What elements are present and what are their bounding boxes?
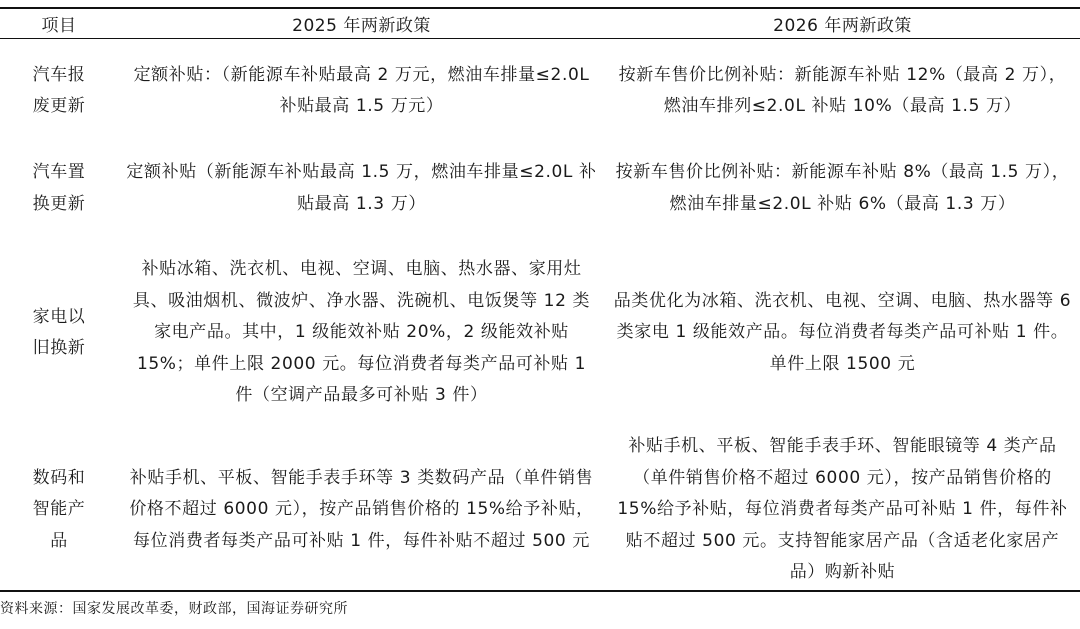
table-header-rule [0, 38, 1080, 39]
table-bottom-rule [0, 590, 1080, 592]
table-row-appliance-tradein [0, 236, 1080, 430]
row-policy-2026: 补贴手机、平板、智能手表手环、智能眼镜等 4 类产品（单件销售价格不超过 6000 元），按产品销售价格的 15%给予补贴，每位消费者每类产品可补贴 1 件，每件补贴不超过 500 元。支持智能家居产品（含适老化家居产品）购新补贴 [617, 436, 1068, 583]
row-item: 家电以旧换新 [32, 306, 86, 358]
table-row-digital-smart [0, 430, 1080, 590]
row-item: 汽车置换更新 [32, 162, 86, 214]
row-item: 汽车报废更新 [32, 64, 86, 116]
header-item: 项目 [41, 16, 77, 36]
row-policy-2025: 定额补贴：（新能源车补贴最高 2 万元，燃油车排量≤2.0L 补贴最高 1.5 万元） [133, 64, 590, 116]
row-policy-2026: 按新车售价比例补贴：新能源车补贴 8%（最高 1.5 万），燃油车排量≤2.0L 补贴 6%（最高 1.3 万） [615, 162, 1070, 214]
row-policy-2026: 按新车售价比例补贴：新能源车补贴 12%（最高 2 万），燃油车排列≤2.0L 补贴 10%（最高 1.5 万） [618, 64, 1067, 116]
row-policy-2025: 补贴冰箱、洗衣机、电视、空调、电脑、热水器、家用灶具、吸油烟机、微波炉、净水器、洗碗机、电饭煲等 12 类家电产品。其中，1 级能效补贴 20%，2 级能效补贴 15%；单件上限 2000 元。每位消费者每类产品可补贴 1 件（空调产品最多可补贴 3 件） [132, 259, 591, 406]
header-2026-policy: 2026 年两新政策 [773, 16, 912, 36]
row-policy-2026: 品类优化为冰箱、洗衣机、电视、空调、电脑、热水器等 6 类家电 1 级能效产品。每位消费者每类产品可补贴 1 件。单件上限 1500 元 [613, 290, 1072, 374]
source-note: 资料来源：国家发展改革委，财政部，国海证券研究所 [0, 601, 348, 617]
row-policy-2025: 补贴手机、平板、智能手表手环等 3 类数码产品（单件销售价格不超过 6000 元），按产品销售价格的 15%给予补贴，每位消费者每类产品可补贴 1 件，每件补贴不超过 500 元 [129, 467, 594, 551]
table-row-car-scrap [0, 44, 1080, 138]
table-row-car-replacement [0, 141, 1080, 236]
row-item: 数码和智能产品 [32, 467, 86, 551]
row-policy-2025: 定额补贴（新能源车补贴最高 1.5 万，燃油车排量≤2.0L 补贴最高 1.3 万） [126, 162, 597, 214]
header-2025-policy: 2025 年两新政策 [292, 16, 431, 36]
